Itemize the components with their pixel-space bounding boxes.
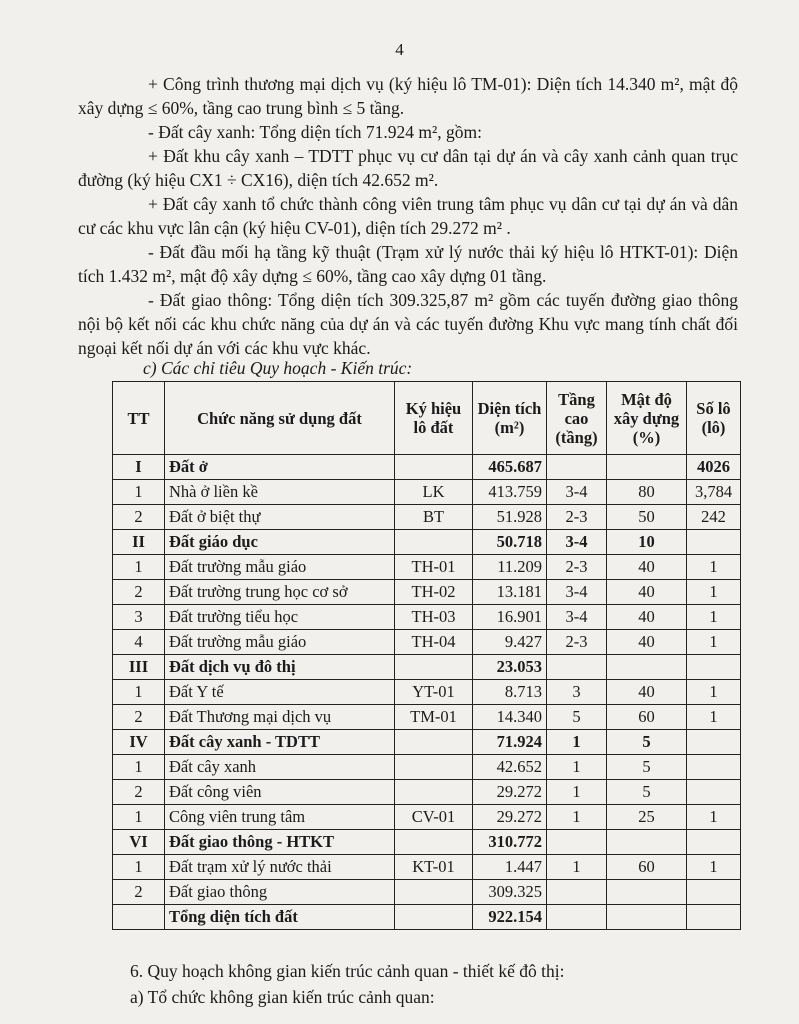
table-cell: 60 — [607, 855, 687, 880]
paragraph: + Công trình thương mại dịch vụ (ký hiệu lô TM-01): Diện tích 14.340 m², mật độ xây dựng ≤ 60%, tầng cao trung bình ≤ 5 tầng. — [78, 74, 738, 118]
table-cell: 922.154 — [473, 905, 547, 930]
table-row — [113, 730, 741, 755]
table-cell: 5 — [607, 755, 687, 780]
table-cell: IV — [113, 730, 165, 755]
table-cell: 80 — [607, 480, 687, 505]
section-heading: a) Tổ chức không gian kiến trúc cảnh quan: — [130, 987, 435, 1007]
body-text — [78, 72, 738, 360]
table-cell: 310.772 — [473, 830, 547, 855]
table-cell: BT — [395, 505, 473, 530]
table-cell: 2-3 — [547, 505, 607, 530]
table-cell: 3-4 — [547, 530, 607, 555]
table-cell: LK — [395, 480, 473, 505]
table-row — [113, 855, 741, 880]
table-cell: Đất trường mẫu giáo — [165, 630, 395, 655]
table-cell: 2 — [113, 580, 165, 605]
table-cell — [395, 455, 473, 480]
table-header-cell: Tầng cao (tầng) — [547, 382, 607, 455]
table-cell: 3-4 — [547, 480, 607, 505]
table-cell: TM-01 — [395, 705, 473, 730]
table-cell: 2 — [113, 705, 165, 730]
table-row — [113, 680, 741, 705]
table-cell: Đất công viên — [165, 780, 395, 805]
paragraph: + Đất khu cây xanh – TDTT phục vụ cư dân tại dự án và cây xanh cảnh quan trục đường (ký hiệu CX1 ÷ CX16), diện tích 42.652 m². — [78, 146, 738, 190]
table-cell: 29.272 — [473, 780, 547, 805]
table-cell: 1 — [547, 805, 607, 830]
table-cell — [395, 905, 473, 930]
table-cell: 40 — [607, 680, 687, 705]
table-cell: Đất cây xanh - TDTT — [165, 730, 395, 755]
table-cell: TH-01 — [395, 555, 473, 580]
table-cell: Công viên trung tâm — [165, 805, 395, 830]
table-cell: 2 — [113, 780, 165, 805]
table-cell: 3 — [113, 605, 165, 630]
table-cell: 60 — [607, 705, 687, 730]
table-cell: I — [113, 455, 165, 480]
table-cell: 413.759 — [473, 480, 547, 505]
table-header-cell: Mật độ xây dựng (%) — [607, 382, 687, 455]
table-cell: 1 — [547, 855, 607, 880]
table-cell — [395, 780, 473, 805]
table-cell — [395, 655, 473, 680]
table-row — [113, 905, 741, 930]
table-row — [113, 780, 741, 805]
table-cell — [395, 830, 473, 855]
table-title: c) Các chỉ tiêu Quy hoạch - Kiến trúc: — [143, 358, 413, 378]
table-cell: 5 — [607, 730, 687, 755]
table-header-cell: Số lô (lô) — [687, 382, 741, 455]
table-row — [113, 480, 741, 505]
table-cell: 3-4 — [547, 580, 607, 605]
table-cell: TH-02 — [395, 580, 473, 605]
table-cell: 16.901 — [473, 605, 547, 630]
section-heading: 6. Quy hoạch không gian kiến trúc cảnh quan - thiết kế đô thị: — [130, 961, 565, 981]
table-row — [113, 830, 741, 855]
table-cell: 1 — [113, 555, 165, 580]
table-row — [113, 605, 741, 630]
table-cell — [687, 755, 741, 780]
table-cell: 51.928 — [473, 505, 547, 530]
table-cell: 40 — [607, 605, 687, 630]
table-cell: 1 — [687, 580, 741, 605]
table-cell: 4 — [113, 630, 165, 655]
table-cell — [113, 905, 165, 930]
table-cell: Đất dịch vụ đô thị — [165, 655, 395, 680]
planning-table — [112, 381, 741, 930]
table-cell — [687, 830, 741, 855]
table-cell: 5 — [547, 705, 607, 730]
paragraph: - Đất đầu mối hạ tầng kỹ thuật (Trạm xử lý nước thải ký hiệu lô HTKT-01): Diện tích 1.432 m², mật độ xây dựng ≤ 60%, tầng cao xây dựng 01 tầng. — [78, 242, 738, 286]
table-cell: 42.652 — [473, 755, 547, 780]
table-cell: CV-01 — [395, 805, 473, 830]
table-row — [113, 555, 741, 580]
table-row — [113, 880, 741, 905]
table-cell: 309.325 — [473, 880, 547, 905]
table-cell: 1 — [113, 480, 165, 505]
table-cell: Tổng diện tích đất — [165, 905, 395, 930]
table-cell: Đất trường trung học cơ sở — [165, 580, 395, 605]
table-header-row — [113, 382, 741, 455]
table-cell: 1 — [547, 755, 607, 780]
table-cell: 3-4 — [547, 605, 607, 630]
table-row — [113, 705, 741, 730]
table-cell: TH-04 — [395, 630, 473, 655]
table-cell — [547, 655, 607, 680]
table-cell: 14.340 — [473, 705, 547, 730]
table-cell: 1 — [113, 805, 165, 830]
table-cell: 40 — [607, 630, 687, 655]
table-cell: 4026 — [687, 455, 741, 480]
paragraph: + Đất cây xanh tổ chức thành công viên trung tâm phục vụ dân cư tại dự án và dân cư các khu vực lân cận (ký hiệu CV-01), diện tích 29.272 m² . — [78, 194, 738, 238]
table-cell: 1 — [687, 605, 741, 630]
table-cell: 1 — [687, 855, 741, 880]
table-cell — [547, 830, 607, 855]
table-cell: Đất trường mẫu giáo — [165, 555, 395, 580]
table-cell — [687, 880, 741, 905]
following-section — [130, 958, 564, 1010]
table-cell — [687, 730, 741, 755]
paragraph: - Đất giao thông: Tổng diện tích 309.325,87 m² gồm các tuyến đường giao thông nội bộ kết nối các khu chức năng của dự án và các tuyến đường Khu vực mang tính chất đối ngoại kết nối dự án với các khu vực khác. — [78, 290, 738, 358]
table-header-cell: Chức năng sử dụng đất — [165, 382, 395, 455]
table-cell: 25 — [607, 805, 687, 830]
table-cell: 29.272 — [473, 805, 547, 830]
table-cell: Đất giáo dục — [165, 530, 395, 555]
table-cell — [687, 655, 741, 680]
table-cell: 10 — [607, 530, 687, 555]
table-cell: 1 — [113, 855, 165, 880]
table-cell: 13.181 — [473, 580, 547, 605]
table-cell: 1 — [547, 730, 607, 755]
table-cell: VI — [113, 830, 165, 855]
table-row — [113, 655, 741, 680]
table-cell: 40 — [607, 580, 687, 605]
paragraph: - Đất cây xanh: Tổng diện tích 71.924 m², gồm: — [148, 122, 482, 142]
table-cell: 40 — [607, 555, 687, 580]
table-cell — [607, 830, 687, 855]
table-cell: 1 — [687, 680, 741, 705]
table-body — [113, 455, 741, 930]
table-cell: Đất trường tiểu học — [165, 605, 395, 630]
table-cell: 71.924 — [473, 730, 547, 755]
table-cell — [687, 905, 741, 930]
table-cell — [547, 455, 607, 480]
table-cell: Đất Thương mại dịch vụ — [165, 705, 395, 730]
page-number: 4 — [395, 40, 404, 59]
table-cell — [607, 880, 687, 905]
table-cell: 23.053 — [473, 655, 547, 680]
table-cell — [395, 730, 473, 755]
table-cell — [547, 905, 607, 930]
table-cell: Đất ở biệt thự — [165, 505, 395, 530]
table-row — [113, 530, 741, 555]
table-row — [113, 630, 741, 655]
table-row — [113, 455, 741, 480]
table-header-cell: Diện tích (m²) — [473, 382, 547, 455]
table-cell — [607, 655, 687, 680]
table-cell: 242 — [687, 505, 741, 530]
table-cell: 1 — [687, 805, 741, 830]
table-cell — [687, 530, 741, 555]
table-header-cell: TT — [113, 382, 165, 455]
table-cell: Đất trạm xử lý nước thải — [165, 855, 395, 880]
table-cell: 1 — [687, 555, 741, 580]
table-cell: Đất giao thông - HTKT — [165, 830, 395, 855]
table-cell: 1 — [113, 680, 165, 705]
table-cell: TH-03 — [395, 605, 473, 630]
table-row — [113, 755, 741, 780]
table-cell: 2 — [113, 505, 165, 530]
table-cell — [395, 880, 473, 905]
table-cell: 5 — [607, 780, 687, 805]
table-cell: Đất cây xanh — [165, 755, 395, 780]
table-cell — [547, 880, 607, 905]
table-cell: 3 — [547, 680, 607, 705]
table-header-cell: Ký hiệu lô đất — [395, 382, 473, 455]
table-cell: 1 — [547, 780, 607, 805]
table-row — [113, 580, 741, 605]
table-cell: 1 — [687, 630, 741, 655]
table-cell: 50 — [607, 505, 687, 530]
table-row — [113, 805, 741, 830]
table-cell: 1.447 — [473, 855, 547, 880]
table-cell: YT-01 — [395, 680, 473, 705]
table-cell: 3,784 — [687, 480, 741, 505]
table-cell: Đất ở — [165, 455, 395, 480]
table-cell: 1 — [113, 755, 165, 780]
table-cell: 2 — [113, 880, 165, 905]
table-cell: 1 — [687, 705, 741, 730]
table-cell — [687, 780, 741, 805]
table-cell: 465.687 — [473, 455, 547, 480]
table-cell: Đất Y tế — [165, 680, 395, 705]
table-cell — [395, 755, 473, 780]
table-cell: 2-3 — [547, 630, 607, 655]
table-cell — [607, 455, 687, 480]
table-cell: 9.427 — [473, 630, 547, 655]
table-cell: KT-01 — [395, 855, 473, 880]
table-cell: 2-3 — [547, 555, 607, 580]
table-cell: 11.209 — [473, 555, 547, 580]
table-row — [113, 505, 741, 530]
table-cell: II — [113, 530, 165, 555]
table-cell: Đất giao thông — [165, 880, 395, 905]
table-cell: 8.713 — [473, 680, 547, 705]
table-cell — [395, 530, 473, 555]
table-cell: Nhà ở liền kề — [165, 480, 395, 505]
table-cell: 50.718 — [473, 530, 547, 555]
table-cell — [607, 905, 687, 930]
table-cell: III — [113, 655, 165, 680]
